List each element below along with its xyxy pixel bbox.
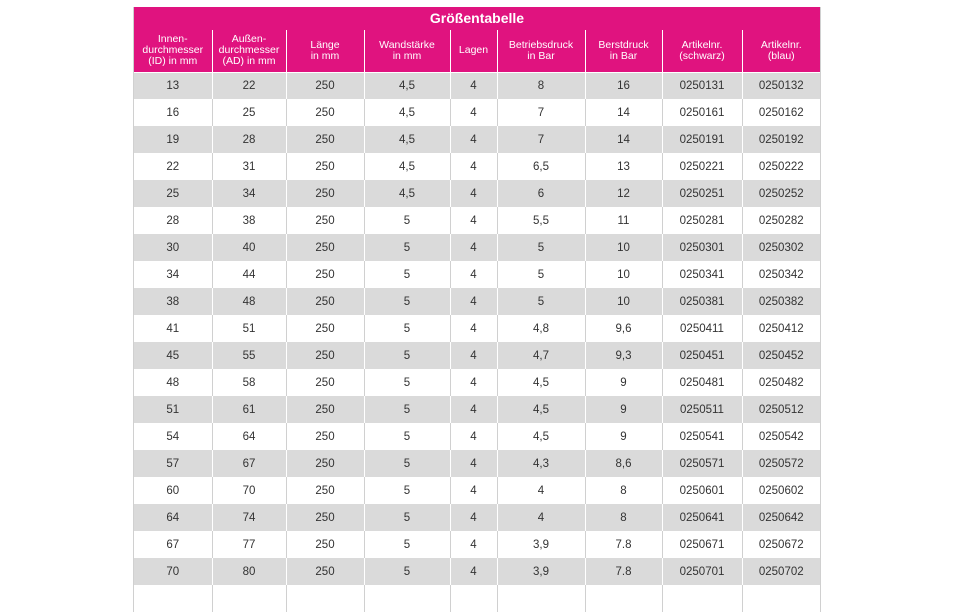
table-cell: 4 xyxy=(450,450,497,477)
column-header-line: (ID) in mm xyxy=(148,55,198,68)
table-cell: 25 xyxy=(212,99,286,126)
column-header-line: in Bar xyxy=(527,49,555,62)
table-cell: 0250482 xyxy=(742,369,820,396)
table-row xyxy=(134,288,820,315)
table-cell: 0250411 xyxy=(662,315,742,342)
column-header-line: Artikelnr. xyxy=(681,38,723,51)
table-cell: 5 xyxy=(364,369,450,396)
table-cell xyxy=(497,585,585,612)
table-cell: 0250302 xyxy=(742,234,820,261)
table-row xyxy=(134,315,820,342)
table-cell: 6 xyxy=(497,180,585,207)
table-row xyxy=(134,423,820,450)
table-cell: 4 xyxy=(450,234,497,261)
table-cell: 7 xyxy=(497,99,585,126)
table-cell: 12 xyxy=(585,180,662,207)
table-cell: 0250252 xyxy=(742,180,820,207)
table-cell: 4 xyxy=(450,558,497,585)
table-cell: 34 xyxy=(134,261,212,288)
table-cell: 9 xyxy=(585,396,662,423)
table-cell: 0250282 xyxy=(742,207,820,234)
column-header xyxy=(212,30,286,72)
table-cell: 0250542 xyxy=(742,423,820,450)
table-cell: 8 xyxy=(585,477,662,504)
table-cell: 5 xyxy=(364,396,450,423)
table-cell: 0250162 xyxy=(742,99,820,126)
table-cell: 0250381 xyxy=(662,288,742,315)
table-cell: 9,3 xyxy=(585,342,662,369)
table-cell: 5 xyxy=(364,207,450,234)
table-cell: 0250671 xyxy=(662,531,742,558)
table-cell xyxy=(585,585,662,612)
table-cell: 4 xyxy=(450,99,497,126)
table-cell: 0250382 xyxy=(742,288,820,315)
table-cell: 19 xyxy=(134,126,212,153)
table-cell: 4 xyxy=(450,396,497,423)
table-cell: 0250222 xyxy=(742,153,820,180)
table-cell: 38 xyxy=(134,288,212,315)
column-header-line: Betriebsdruck xyxy=(508,38,574,51)
table-cell: 5 xyxy=(364,558,450,585)
table-cell: 0250131 xyxy=(662,72,742,99)
table-row xyxy=(134,261,820,288)
table-cell: 61 xyxy=(212,396,286,423)
table-cell: 250 xyxy=(286,423,364,450)
column-header-line: Berstdruck xyxy=(598,38,649,51)
table-cell: 5 xyxy=(364,342,450,369)
table-cell: 13 xyxy=(134,72,212,99)
table-cell: 58 xyxy=(212,369,286,396)
table-cell: 8 xyxy=(497,72,585,99)
table-cell: 10 xyxy=(585,261,662,288)
table-cell: 4 xyxy=(450,153,497,180)
table-body xyxy=(134,72,820,612)
header-row xyxy=(134,30,820,72)
table-cell: 4 xyxy=(450,342,497,369)
table-cell xyxy=(134,585,212,612)
table-cell: 250 xyxy=(286,207,364,234)
column-header-line: Artikelnr. xyxy=(760,38,802,51)
table-cell: 4 xyxy=(450,72,497,99)
table-cell: 0250251 xyxy=(662,180,742,207)
table-row xyxy=(134,180,820,207)
table-cell: 5 xyxy=(364,531,450,558)
table-cell: 250 xyxy=(286,396,364,423)
table-cell: 44 xyxy=(212,261,286,288)
table-cell: 9 xyxy=(585,369,662,396)
column-header-line: (schwarz) xyxy=(679,49,725,62)
table-cell: 4,5 xyxy=(364,72,450,99)
table-cell: 0250221 xyxy=(662,153,742,180)
column-header-line: in mm xyxy=(392,49,422,62)
table-row xyxy=(134,531,820,558)
column-header-line: Länge xyxy=(310,38,340,51)
table-cell: 6,5 xyxy=(497,153,585,180)
table-cell: 5 xyxy=(497,288,585,315)
table-cell: 0250512 xyxy=(742,396,820,423)
table-cell: 22 xyxy=(212,72,286,99)
column-header-line: Wandstärke xyxy=(379,38,435,51)
table-cell: 14 xyxy=(585,126,662,153)
table-cell: 31 xyxy=(212,153,286,180)
table-cell: 250 xyxy=(286,342,364,369)
table-row xyxy=(134,153,820,180)
table-cell: 4,5 xyxy=(497,396,585,423)
column-header xyxy=(286,30,364,72)
table-cell: 0250451 xyxy=(662,342,742,369)
table-cell: 0250481 xyxy=(662,369,742,396)
table-cell: 3,9 xyxy=(497,558,585,585)
table-cell: 250 xyxy=(286,153,364,180)
table-cell: 4,3 xyxy=(497,450,585,477)
table-cell: 74 xyxy=(212,504,286,531)
table-cell: 16 xyxy=(585,72,662,99)
table-cell: 250 xyxy=(286,180,364,207)
table-cell: 8 xyxy=(585,504,662,531)
column-header xyxy=(497,30,585,72)
table-cell: 4 xyxy=(450,531,497,558)
table-cell: 4 xyxy=(450,126,497,153)
table-header xyxy=(134,30,820,72)
table-cell: 4 xyxy=(450,261,497,288)
table-title: Größentabelle xyxy=(134,7,820,30)
table-cell: 0250452 xyxy=(742,342,820,369)
table-cell: 5 xyxy=(364,288,450,315)
table-cell: 9,6 xyxy=(585,315,662,342)
table-cell: 5 xyxy=(497,234,585,261)
table-row xyxy=(134,477,820,504)
table-cell: 67 xyxy=(134,531,212,558)
table-cell: 14 xyxy=(585,99,662,126)
table-cell: 250 xyxy=(286,477,364,504)
column-header xyxy=(134,30,212,72)
table-cell: 4,7 xyxy=(497,342,585,369)
table-cell: 250 xyxy=(286,288,364,315)
table-row xyxy=(134,396,820,423)
table-cell: 250 xyxy=(286,315,364,342)
table-cell: 4,5 xyxy=(364,180,450,207)
table-row xyxy=(134,99,820,126)
column-header-line: durchmesser xyxy=(218,44,280,57)
table-cell: 70 xyxy=(212,477,286,504)
table-cell xyxy=(662,585,742,612)
table-cell: 0250342 xyxy=(742,261,820,288)
table-cell xyxy=(450,585,497,612)
table-cell: 4 xyxy=(450,288,497,315)
table-cell: 4,5 xyxy=(497,369,585,396)
table-cell: 250 xyxy=(286,558,364,585)
column-header-line: Außen- xyxy=(231,33,267,46)
table-cell: 0250161 xyxy=(662,99,742,126)
table-cell: 0250192 xyxy=(742,126,820,153)
table-cell: 16 xyxy=(134,99,212,126)
table-cell: 10 xyxy=(585,234,662,261)
table-cell: 0250602 xyxy=(742,477,820,504)
table-cell: 7.8 xyxy=(585,531,662,558)
table-cell: 28 xyxy=(134,207,212,234)
table-cell: 70 xyxy=(134,558,212,585)
table-cell: 4 xyxy=(450,369,497,396)
table-cell: 0250702 xyxy=(742,558,820,585)
column-header-line: durchmesser xyxy=(142,44,204,57)
table-cell: 5 xyxy=(364,423,450,450)
table-cell: 4,5 xyxy=(364,99,450,126)
table-cell: 4 xyxy=(497,477,585,504)
table-cell: 5,5 xyxy=(497,207,585,234)
table-cell: 0250642 xyxy=(742,504,820,531)
table-cell: 250 xyxy=(286,450,364,477)
table-cell: 0250412 xyxy=(742,315,820,342)
table-cell: 64 xyxy=(134,504,212,531)
table-cell: 0250132 xyxy=(742,72,820,99)
table-cell: 4,5 xyxy=(497,423,585,450)
table-cell: 250 xyxy=(286,126,364,153)
table-row xyxy=(134,558,820,585)
table-cell: 45 xyxy=(134,342,212,369)
column-header-line: in mm xyxy=(310,49,340,62)
table-cell: 5 xyxy=(364,315,450,342)
table-cell: 8,6 xyxy=(585,450,662,477)
table-cell: 38 xyxy=(212,207,286,234)
table-cell: 7.8 xyxy=(585,558,662,585)
table-cell: 5 xyxy=(364,504,450,531)
table-cell: 64 xyxy=(212,423,286,450)
table-cell: 5 xyxy=(497,261,585,288)
table-cell: 0250572 xyxy=(742,450,820,477)
table-cell: 5 xyxy=(364,477,450,504)
table-cell: 250 xyxy=(286,72,364,99)
size-table xyxy=(134,30,820,612)
table-cell: 34 xyxy=(212,180,286,207)
table-cell: 0250672 xyxy=(742,531,820,558)
table-cell: 48 xyxy=(212,288,286,315)
size-table-container xyxy=(133,7,821,612)
table-cell: 51 xyxy=(212,315,286,342)
table-cell: 77 xyxy=(212,531,286,558)
column-header-line: (blau) xyxy=(767,49,795,62)
table-row xyxy=(134,450,820,477)
table-cell: 4,5 xyxy=(364,153,450,180)
table-cell: 4 xyxy=(450,207,497,234)
table-cell: 0250281 xyxy=(662,207,742,234)
table-cell: 67 xyxy=(212,450,286,477)
table-row xyxy=(134,126,820,153)
table-cell: 250 xyxy=(286,234,364,261)
table-cell: 0250601 xyxy=(662,477,742,504)
table-cell: 0250511 xyxy=(662,396,742,423)
table-cell: 30 xyxy=(134,234,212,261)
table-row xyxy=(134,72,820,99)
table-cell: 55 xyxy=(212,342,286,369)
table-cell: 4,5 xyxy=(364,126,450,153)
table-row xyxy=(134,504,820,531)
table-cell: 4 xyxy=(450,504,497,531)
table-cell: 250 xyxy=(286,99,364,126)
table-cell: 80 xyxy=(212,558,286,585)
table-cell: 48 xyxy=(134,369,212,396)
table-row xyxy=(134,207,820,234)
table-cell: 4 xyxy=(497,504,585,531)
table-cell: 4 xyxy=(450,315,497,342)
table-cell xyxy=(286,585,364,612)
table-cell: 51 xyxy=(134,396,212,423)
table-cell: 11 xyxy=(585,207,662,234)
table-cell: 250 xyxy=(286,261,364,288)
table-row xyxy=(134,369,820,396)
table-cell: 10 xyxy=(585,288,662,315)
table-cell: 5 xyxy=(364,450,450,477)
column-header xyxy=(585,30,662,72)
column-header xyxy=(450,30,497,72)
table-cell: 13 xyxy=(585,153,662,180)
table-cell: 3,9 xyxy=(497,531,585,558)
table-cell: 40 xyxy=(212,234,286,261)
table-cell: 5 xyxy=(364,234,450,261)
table-cell xyxy=(742,585,820,612)
table-cell: 0250541 xyxy=(662,423,742,450)
table-row xyxy=(134,234,820,261)
column-header xyxy=(364,30,450,72)
table-cell: 57 xyxy=(134,450,212,477)
table-cell: 4,8 xyxy=(497,315,585,342)
table-cell: 0250341 xyxy=(662,261,742,288)
table-cell: 0250191 xyxy=(662,126,742,153)
table-cell: 0250641 xyxy=(662,504,742,531)
column-header xyxy=(662,30,742,72)
table-cell: 41 xyxy=(134,315,212,342)
table-row xyxy=(134,342,820,369)
table-cell: 60 xyxy=(134,477,212,504)
table-cell: 0250301 xyxy=(662,234,742,261)
table-cell: 250 xyxy=(286,531,364,558)
table-cell: 4 xyxy=(450,423,497,450)
column-header xyxy=(742,30,820,72)
table-cell: 250 xyxy=(286,504,364,531)
table-cell: 0250571 xyxy=(662,450,742,477)
table-row xyxy=(134,585,820,612)
column-header-line: Innen- xyxy=(157,33,188,46)
table-cell: 5 xyxy=(364,261,450,288)
table-cell: 22 xyxy=(134,153,212,180)
table-cell: 54 xyxy=(134,423,212,450)
table-cell xyxy=(212,585,286,612)
table-cell: 25 xyxy=(134,180,212,207)
table-cell: 7 xyxy=(497,126,585,153)
table-cell: 9 xyxy=(585,423,662,450)
table-cell: 250 xyxy=(286,369,364,396)
table-cell: 28 xyxy=(212,126,286,153)
column-header-line: in Bar xyxy=(609,49,638,62)
column-header-line: (AD) in mm xyxy=(222,55,276,68)
table-cell: 0250701 xyxy=(662,558,742,585)
column-header-line: Lagen xyxy=(458,44,489,57)
table-cell: 4 xyxy=(450,180,497,207)
table-cell xyxy=(364,585,450,612)
table-cell: 4 xyxy=(450,477,497,504)
